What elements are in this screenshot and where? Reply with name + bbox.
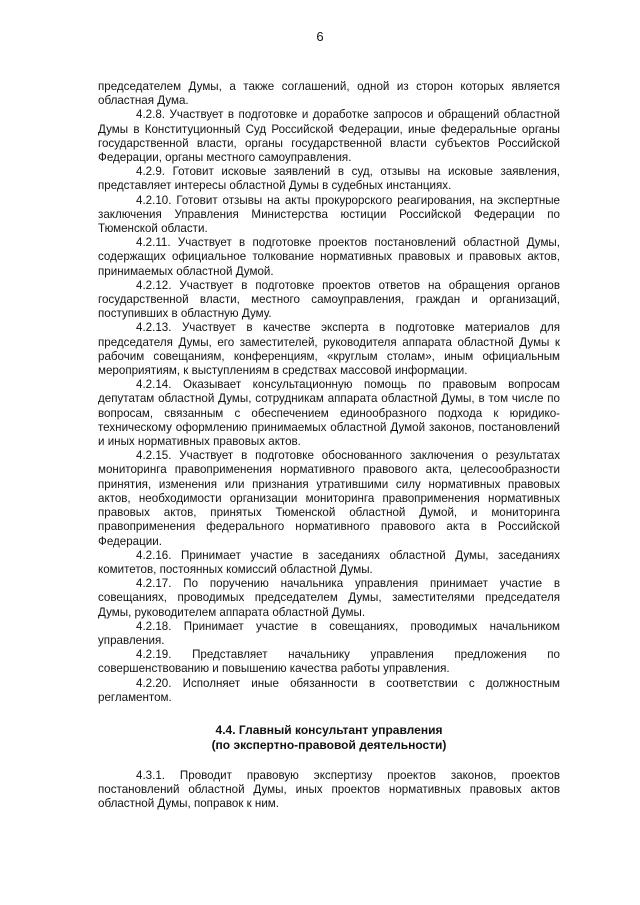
paragraph-4-2-14: 4.2.14. Оказывает консультационную помощь по правовым вопросам депутатам областной Думы, сотрудникам аппарата областной Думы, в том числе по вопросам, связанным с обеспечением единообразного подхода к юридико-техническому оформлению принимаемых областной Думой законов, постановлений и иных нормативных правовых актов.: [98, 378, 560, 449]
paragraph-4-2-9: 4.2.9. Готовит исковые заявлений в суд, отзывы на исковые заявления, представляет интересы областной Думы в судебных инстанциях.: [98, 165, 560, 193]
paragraph-4-3-1: 4.3.1. Проводит правовую экспертизу проектов законов, проектов постановлений областной Думы, иных проектов нормативных правовых актов областной Думы, поправок к ним.: [98, 768, 560, 811]
paragraph-4-2-12: 4.2.12. Участвует в подготовке проектов ответов на обращения органов государственной власти, местного самоуправления, граждан и организаций, поступивших в областную Думу.: [98, 278, 560, 321]
paragraph-4-2-8: 4.2.8. Участвует в подготовке и доработке запросов и обращений областной Думы в Конституционный Суд Российской Федерации, иные федеральные органы государственной власти, органы государственной власти субъектов Российской Федерации, органы местного самоуправления.: [98, 108, 560, 165]
document-body: [98, 80, 560, 812]
paragraph-4-2-20: 4.2.20. Исполняет иные обязанности в соответствии с должностным регламентом.: [98, 676, 560, 704]
paragraph-4-2-19: 4.2.19. Представляет начальнику управления предложения по совершенствованию и повышению качества работы управления.: [98, 648, 560, 676]
heading-spacer: [98, 753, 560, 769]
paragraph-4-2-11: 4.2.11. Участвует в подготовке проектов постановлений областной Думы, содержащих официальное толкование нормативных правовых и правовых актов, принимаемых областной Думой.: [98, 236, 560, 278]
paragraph-4-2-16: 4.2.16. Принимает участие в заседаниях областной Думы, заседаниях комитетов, постоянных комиссий областной Думы.: [98, 548, 560, 576]
section-heading-line-1: 4.4. Главный консультант управления: [215, 722, 443, 737]
paragraph-4-2-13: 4.2.13. Участвует в качестве эксперта в подготовке материалов для председателя Думы, его заместителей, руководителя аппарата областной Думы к рабочим совещаниям, конференциям, «круглым столам», иным официальным мероприятиям, к выступлениям в средствах массовой информации.: [98, 321, 560, 378]
paragraph-4-2-15: 4.2.15. Участвует в подготовке обоснованного заключения о результатах мониторинга правоприменения нормативного правового акта, целесообразности принятия, изменения или признания утратившими силу нормативных правовых актов, необходимости организации мониторинга правоприменения нормативных правовых актов, принятых Тюменской областной Думой, и мониторинга правоприменения федерального нормативного правового акта в Российской Федерации.: [98, 449, 560, 548]
paragraph-4-2-17: 4.2.17. По поручению начальника управления принимает участие в совещаниях, проводимых председателем Думы, заместителями председателя Думы, руководителем аппарата областной Думы.: [98, 577, 560, 619]
paragraph-continuation: председателем Думы, а также соглашений, одной из сторон которых является областная Дума.: [98, 80, 560, 108]
paragraph-4-2-18: 4.2.18. Принимает участие в совещаниях, проводимых начальником управления.: [98, 619, 560, 647]
paragraph-4-2-10: 4.2.10. Готовит отзывы на акты прокурорского реагирования, на экспертные заключения Управления Министерства юстиции Российской Федерации по Тюменской области.: [98, 193, 560, 236]
page-number: 6: [316, 29, 324, 44]
section-heading-line-2: (по экспертно-правовой деятельности): [211, 737, 447, 752]
